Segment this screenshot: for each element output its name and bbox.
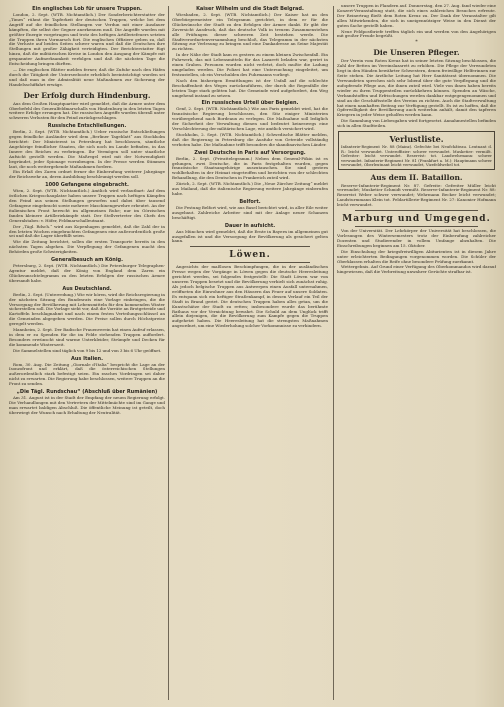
section-title-loewen: Löwen. [229, 250, 271, 261]
article-heading: Der Erfolg durch Hindenburg. [23, 90, 151, 100]
article-text: Wiesbaden, 2. Sept. (WTB. Nichtamtlich.) Der Kaiser hat an den Oberbürgermeister ein Telegramm gerichtet, in dem er für die Glückwünsche der Stadt zu den Erfolgen der Armee dankt. Er gibt der Zuversicht Ausdruck, daß das deutsche Volk in treuem Zusammenstehen alle Prüfungen dieser schweren Zeit bestehen werde. Die Stadtverordnetenversammlung beschloß, das Telegramm in der nächsten Sitzung zur Verlesung zu bringen und eine Dankadresse an Seine Majestät zu richten. [172, 12, 328, 52]
article-text: Mannheim, 2. Sept. Der Badische Frauenverein hat einen Aufruf erlassen, in dem er zu Spenden für die im Felde stehenden Truppen auffordert. Besonders erwünscht sind warme Unterkleider, Strümpfe und Decken für die kommende Winterszeit. [9, 327, 165, 347]
article-heading: Aus Deutschland. [62, 285, 112, 292]
article-text: Berlin, 2. Sept. (Privattelegramm.) Neben dem General-Pökin ist es gelungen, zwei Deutsche, die in Paris festgehalten wurden, gegen französische Staatsangehörige auszutauschen. Sie sind gestern wohlbehalten in der Heimat eingetroffen und berichten von der schlechten Behandlung, die den Deutschen in Frankreich zuteil wird. [172, 155, 328, 181]
divider [190, 246, 310, 247]
divider [190, 262, 310, 263]
article-text: Wettergebnis. Auf Grund einer Verfügung des Oberkommandos wird darauf hingewiesen, daß die Verbreitung unwahrer Gerüchte strafbar ist. [337, 264, 496, 275]
article-text: Die Festung Belfort wird, wie aus Basel berichtet wird, in aller Eile weiter ausgebaut. Zahlreiche Arbeiter sind mit der Anlage neuer Schanzen beschäftigt. [172, 204, 328, 220]
article-text: Neue Feldpostbriefe treffen täglich ein und werden von den Angehörigen mit großer Freude begrüßt. [337, 28, 496, 39]
section-title-marburg: Marburg und Umgegend. [342, 214, 491, 225]
article-text: unsere Truppen in Flandern auf. Donnerstag, den 27. Aug. fand wieder eine Konzert-Veranstaltung statt, die sich eines zahlreichen Besuches erfreute. Der Reinertrag fließt dem Roten Kreuz zu. Der Dank der Veranstalter gilt allen Mitwirkenden, die sich in uneigennütziger Weise in den Dienst der guten Sache gestellt haben. [337, 4, 496, 28]
article-text: Petersburg, 2. Sept. (WTB. Nichtamtlich.) Die Petersburger Telegraphen-Agentur meldet, daß der König von England dem Zaren ein Glückwunschtelegramm zu den letzten Erfolgen der russischen Armee übersandt habe. [9, 263, 165, 283]
article-text: Wien, 2. Sept. (WTB. Nichtamtlich.) Amtlich wird verlautbart: Auf dem östlichen Kriegsschauplatze haben unsere Truppen nach heftigen Kämpfen den Feind aus seinen Stellungen geworfen und dabei über tausend Gefangene eingebracht sowie mehrere Maschinengewehre erbeutet. An der italienischen Front herrscht im allgemeinen Ruhe; nur im Görzischen fanden kleinere Artilleriekämpfe statt. Der Stellvertreter des Chefs des Generalstabes: v. Höfer, Feldmarschalleutnant. [9, 188, 165, 223]
separator-star: * [415, 39, 418, 46]
article-text: Der Verein vom Roten Kreuz hat in seiner letzten Sitzung beschlossen, die Zahl der Betten im Vereinslazarett zu erhöhen. Die Pflege der Verwundeten liegt in den Händen bewährter Schwestern, denen freiwillige Helferinnen zur Seite stehen. Die ärztliche Leitung hat Herr Sanitätsrat übernommen. Die Verwundeten sprechen sich sehr lobend über die gute Verpflegung und die aufopfernde Pflege aus, die ihnen zuteil wird. Viele von ihnen haben bereits wieder zu ihren Truppenteilen zurückkehren können. Spenden an Wäsche, Verbandstoffen und Erfrischungen werden dankbar entgegengenommen und sind an die Geschäftsstelle des Vereins zu richten. Auch die Stadtverwaltung hat einen namhaften Beitrag zur Verfügung gestellt. Es ist zu hoffen, daß die Opferwilligkeit der Bevölkerung auch weiterhin anhält, damit den tapferen Kriegern in jeder Weise geholfen werden kann. [337, 58, 496, 118]
article-heading: Belfort. [239, 198, 261, 205]
article-heading: Zwei Deutsche in Paris auf Versorgung. [194, 149, 306, 156]
article-heading: „Die Tägl. Rundschau“ (Abschluß über Rumänien) [16, 389, 158, 396]
article-text: Zürich, 2. Sept. (WTB. Nichtamtlich.) Die „Neue Zürcher Zeitung“ meldet aus Mailand, daß die italienische Regierung weitere Jahrgänge einberufen habe. [172, 181, 328, 196]
column-rule [168, 6, 169, 700]
column-right [337, 4, 496, 704]
column-left [9, 4, 165, 704]
article-text: London, 2. Sept. (WTB. Nichtamtlich.) Der Sonderberichterstatter der „Times“ rühmt die Tapferkeit der deutschen Truppen, welche bei dem Angriff auf die feindlichen Stellungen vor Verdun mit einer Ausdauer kämpften, die selbst der Gegner anerkennen muß. Die Angriffe wurden mit größter Energie vorgetragen und trotz des heftigen Artilleriefeuers setzten die Truppen ihren Vormarsch fort. Die englischen Offiziere geben zu, daß die Verluste auf beiden Seiten schwer waren und daß die Deutschen ihre Stellungen mit großer Zähigkeit verteidigten. Der Berichterstatter fügt hinzu, daß die militärischen Kreise in London den Ausgang der Kämpfe mit gespannter Aufmerksamkeit verfolgen und daß die nächsten Tage die Entscheidung bringen dürften. [9, 12, 165, 67]
article-text: — Die englischen Blätter melden ferner, daß die Zufuhr nach den Häfen durch die Tätigkeit der Unterseeboote erheblich beeinträchtigt worden sei und daß man in der Admiralität neue Maßnahmen zur Sicherung der Handelsschiffahrt erwäge. [9, 66, 165, 87]
article-text: Berlin, 2. Sept. (Unterredung.) Wie wir hören, wird die Reichsregierung in der nächsten Sitzung des Bundesrats eine Vorlage einbringen, die die Versorgung der Bevölkerung mit Lebensmitteln für den kommenden Winter sicherstellen soll. Die Vorlage sieht vor, daß die Vorräte an Brotgetreide und Kartoffeln beschlagnahmt und nach einem festen Verteilungsschlüssel an die Gemeinden abgegeben werden. Die Preise sollen durch Höchstpreise geregelt werden. [9, 291, 165, 327]
article-text: Der „Tägl. Rdsch.“ wird aus Kopenhagen gemeldet, daß die Zahl der in den letzten Wochen eingebrachten Gefangenen eine außerordentlich große sei und daß die Lager überfüllt seien. [9, 223, 165, 239]
article-text: Rom, 30. Aug. Die Zeitung „Giornale d'Italia“ bespricht die Lage an der Isonzofront und erklärt, daß die österreichischen Stellungen außerordentlich stark befestigt seien. Ein rasches Vordringen sei daher nicht zu erwarten. Die Regierung habe beschlossen, weitere Truppen an die Front zu senden. [9, 361, 165, 387]
article-text: Nach den bisherigen Ermittlungen ist der Unfall auf die schlechte Beschaffenheit des Weges zurückzuführen, der durch die Regenfälle der letzten Tage stark gelitten hat. Die Gemeinde wird aufgefordert, den Weg umgehend instand zu setzen. [172, 77, 328, 98]
casualty-list-box [338, 131, 495, 170]
article-heading: Ein englisches Lob für unsere Truppen. [32, 6, 142, 12]
article-text: Die Sammlung von Liebesgaben wird fortgesetzt. Annahmestellen befinden sich in allen Stadtteilen. [337, 118, 496, 129]
article-heading: Russische Entschließungen. [47, 123, 127, 130]
box-title: Verlustliste. [389, 134, 444, 145]
divider [355, 210, 478, 211]
article-text: Aus dem Großen Hauptquartier wird gemeldet, daß die Armee unter dem Oberbefehl des Generalfeldmarschalls von Hindenburg in den letzten Tagen weitere Erfolge errungen hat. Die russischen Angriffe wurden überall unter schweren Verlusten für den Feind zurückgeschlagen. [9, 100, 165, 121]
article-text: Ein Erlaß des Zaren ordnet ferner die Einberufung weiterer Jahrgänge der Reichswehr an, deren Ausbildung beschleunigt werden soll. [9, 169, 165, 180]
article-heading: Generalbesuch am König. [50, 257, 124, 264]
article-text: Reserve-Infanterie-Regiment Nr. 87. Gefreite: Gefreiter Müller leicht verwundet; Musketier Schmidt vermißt. Reserve-Infanterie-Regiment Nr. 88: Reservist Weber schwer verwundet; Wehrmann Becker leicht verwundet; Landsturmmann Klein tot. Feldartillerie-Regiment Nr. 27: Kanonier Hofmann leicht verwundet. [337, 182, 496, 208]
article-heading: Dauer in aufsicht. [224, 222, 276, 229]
column-middle [172, 4, 328, 704]
article-text: Stockholm, 2. Sept. (WTB. Nichtamtlich.) Schwedische Blätter melden, daß die Regierung in Petersburg die Ausfuhr von Getreide vollständig verboten habe. Die Maßnahme trifft besonders die skandinavischen Länder. [172, 131, 328, 147]
article-heading: Kaiser Wilhelm und die Stadt Belgrad. [196, 6, 304, 12]
box-text: Infanterie-Regiment Nr. 88 (Mainz). Gefechte bei Neufchâteau. Leutnant d. R.: leicht verwundet. Unteroffizier: schwer verwundet. Musketier: vermißt. Gefreiter: leicht verwundet. Reservist: tot. Landwehrmann: schwer verwundet. Infanterie-Regiment Nr. 81 (Frankfurt a. M.): Hauptmann schwer verwundet, Oberleutnant leicht verwundet, Vizefeldwebel tot. [341, 144, 492, 168]
article-heading: Aus dem II. Bataillon. [370, 172, 463, 182]
divider [355, 226, 478, 227]
article-text: Die Einschulung der kriegsfreiwilligen Abiturienten ist in diesem Jahre unter erleichterten Bedingungen vorgenommen worden. Die Schüler der Oberklassen erhalten die Reife ohne besondere Prüfung zuerkannt. [337, 248, 496, 264]
article-text: Berlin, 2. Sept. (WTB. Nichtamtlich.) Ueber russische Entschließungen gegen feindliche Ausländer wird dem „Berliner Tageblatt“ aus Stockholm berichtet: Der Ministerrat in Petersburg hat beschlossen, sämtliche Angehörige feindlicher Staaten, die sich noch im Lande befinden, in das Innere des Reiches zu verbringen. Ihr Vermögen soll unter staatliche Aufsicht gestellt werden. Die Maßregel wird mit der Notwendigkeit begründet, jeder Spionage vorzubeugen. In der Presse werden Stimmen laut, die noch weitergehende Maßnahmen fordern. [9, 129, 165, 169]
article-text: Genf, 2. Sept. (WTB. Nichtamtlich.) Wie aus Paris gemeldet wird, hat die französische Regierung beschlossen, den Sitz einiger Ministerien vorübergehend nach Bordeaux zu verlegen. Die Maßnahme soll lediglich der Sicherheit der Verwaltung dienen und bedeutet keineswegs eine Verschlechterung der militärischen Lage, wie amtlich versichert wird. [172, 106, 328, 132]
article-text: Wie die Zeitung berichtet, sollen die ersten Transporte bereits in den nächsten Tagen abgehen. Die Verpflegung der Gefangenen macht den Behörden große Schwierigkeiten. [9, 239, 165, 255]
article-heading: Aus Italien. [70, 355, 104, 362]
article-text: Die Sammelstellen sind täglich von 9 bis 12 und von 3 bis 6 Uhr geöffnet. [13, 347, 162, 353]
article-heading: Die Unseren Pfleger. [373, 48, 460, 58]
column-rule [333, 6, 334, 700]
article-text: Am 31. August ist in der Stadt der Empfang der neuen Regierung erfolgt. Die Verhandlungen mit den Vertretern der Mittelmächte sind im Gange und man erwartet baldigen Abschluß. Die öffentliche Meinung ist geteilt, doch überwiegt der Wunsch nach Erhaltung der Neutralität. [9, 395, 165, 415]
article-text: Aus München wird gemeldet, daß die Ernte in Bayern im allgemeinen gut ausgefallen ist und die Versorgung der Bevölkerung als gesichert gelten kann. [172, 228, 328, 244]
article-text: In der Nähe der Stadt kam es gestern zu einem kleinen Zwischenfall. Ein Fuhrwerk, das mit Lebensmitteln für das Lazarett beladen war, geriet in einen Graben. Personen wurden nicht verletzt, doch mußte die Ladung umgeladen werden. Die Polizei hat eine Untersuchung eingeleitet, um festzustellen, ob ein Verschulden des Fuhrmanns vorliegt. [172, 52, 328, 77]
article-heading: Ein russisches Urteil über Belgien. [201, 100, 299, 107]
article-text: Von der Universität. Der Lehrkörper der Universität hat beschlossen, die Vorlesungen des Wintersemesters trotz der Einberufung zahlreicher Dozenten und Studierender in vollem Umfange abzuhalten. Die Einschreibungen beginnen am 15. Oktober. [337, 228, 496, 248]
article-heading: 1000 Gefangene eingebracht. [45, 182, 129, 189]
article-text: Angesichts der maßlosen Beschimpfungen, die in der ausländischen Presse wegen der Vorgänge in Löwen gegen die deutsche Heeresleitung gerichtet werden, sei folgendes festgestellt: Die Stadt Löwen war von unseren Truppen besetzt und die Bevölkerung verhielt sich zunächst ruhig. Als jedoch belgische Truppen aus Antwerpen einen Ausfall unternahmen, eröffneten die Einwohner aus den Häusern das Feuer auf unsere Soldaten. Es entspann sich ein heftiger Straßenkampf, in dessen Verlauf ein Teil der Stadt in Brand geriet. Die deutschen Truppen haben alles getan, um die Kunstschätze der Stadt zu retten; insbesondere wurde das berühmte Rathaus vor der Vernichtung bewahrt. Die Schuld an dem Unglück trifft allein diejenigen, die die Bevölkerung zum Kampfe gegen die Truppen aufgehetzt haben. Die Heeresleitung hat die strengsten Maßnahmen angeordnet, um eine Wiederholung solcher Vorkommnisse zu verhindern. [172, 264, 328, 329]
